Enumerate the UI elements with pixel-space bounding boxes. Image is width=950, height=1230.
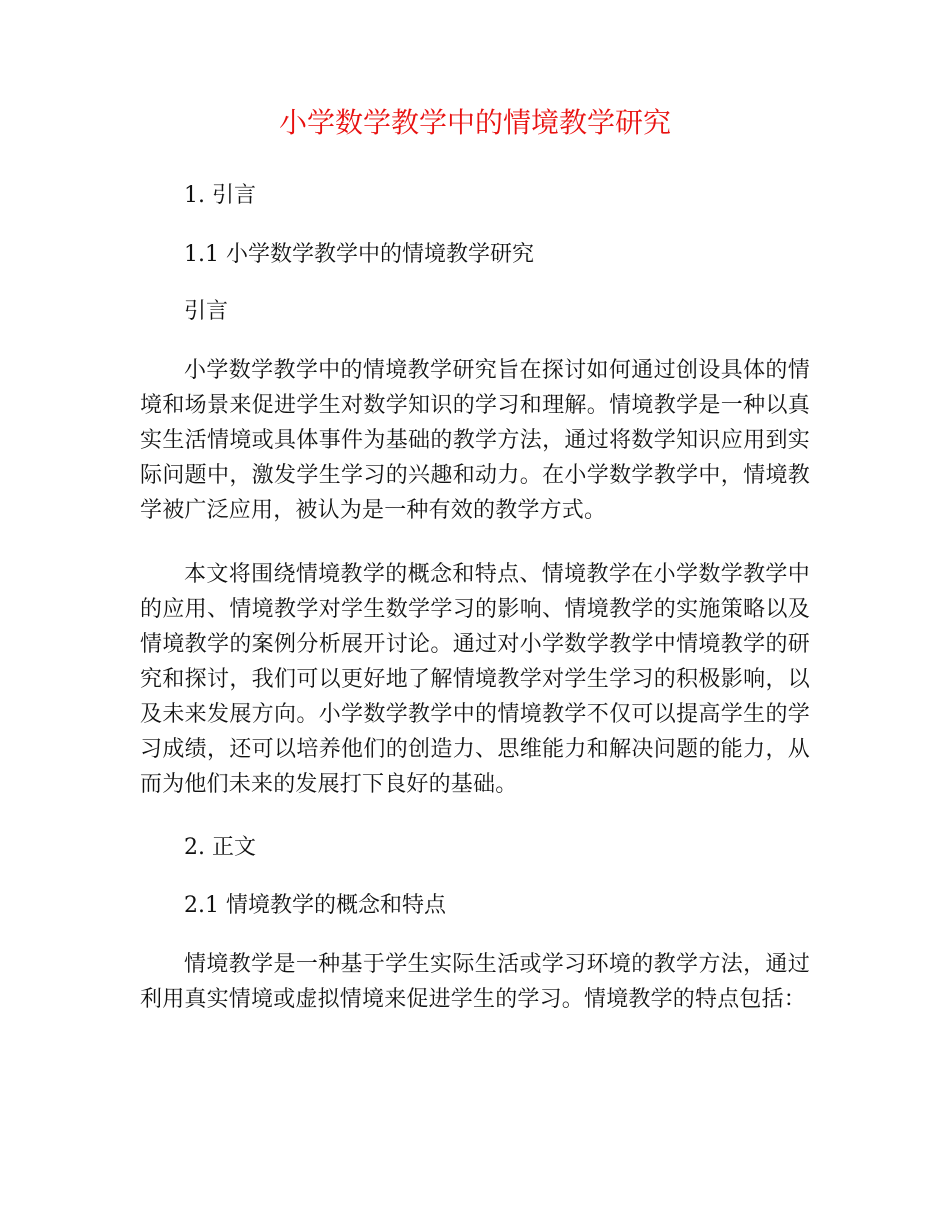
section-heading-1: 1. 引言 [184, 183, 256, 208]
paragraph-1: 小学数学教学中的情境教学研究旨在探讨如何通过创设具体的情境和场景来促进学生对数学知识的学习和理解。情境教学是一种以真实生活情境或具体事件为基础的教学方法，通过将数学知识应用到实际问题中，激发学生学习的兴趣和动力。在小学数学教学中，情境教学被广泛应用，被认为是一种有效的教学方式。 [140, 358, 810, 523]
section-heading-2: 2. 正文 [184, 835, 256, 860]
paragraph-3: 情境教学是一种基于学生实际生活或学习环境的教学方法，通过利用真实情境或虚拟情境来促进学生的学习。情境教学的特点包括： [140, 952, 810, 1012]
subsection-heading-2-1: 2.1 情境教学的概念和特点 [184, 893, 446, 918]
document-title: 小学数学教学中的情境教学研究 [278, 106, 671, 139]
intro-label: 引言 [184, 299, 229, 324]
paragraph-2: 本文将围绕情境教学的概念和特点、情境教学在小学数学教学中的应用、情境教学对学生数学学习的影响、情境教学的实施策略以及情境教学的案例分析展开讨论。通过对小学数学教学中情境教学的研究和探讨，我们可以更好地了解情境教学对学生学习的积极影响，以及未来发展方向。小学数学教学中的情境教学不仅可以提高学生的学习成绩，还可以培养他们的创造力、思维能力和解决问题的能力，从而为他们未来的发展打下良好的基础。 [140, 562, 810, 797]
subsection-heading-1-1: 1.1 小学数学教学中的情境教学研究 [184, 242, 534, 267]
